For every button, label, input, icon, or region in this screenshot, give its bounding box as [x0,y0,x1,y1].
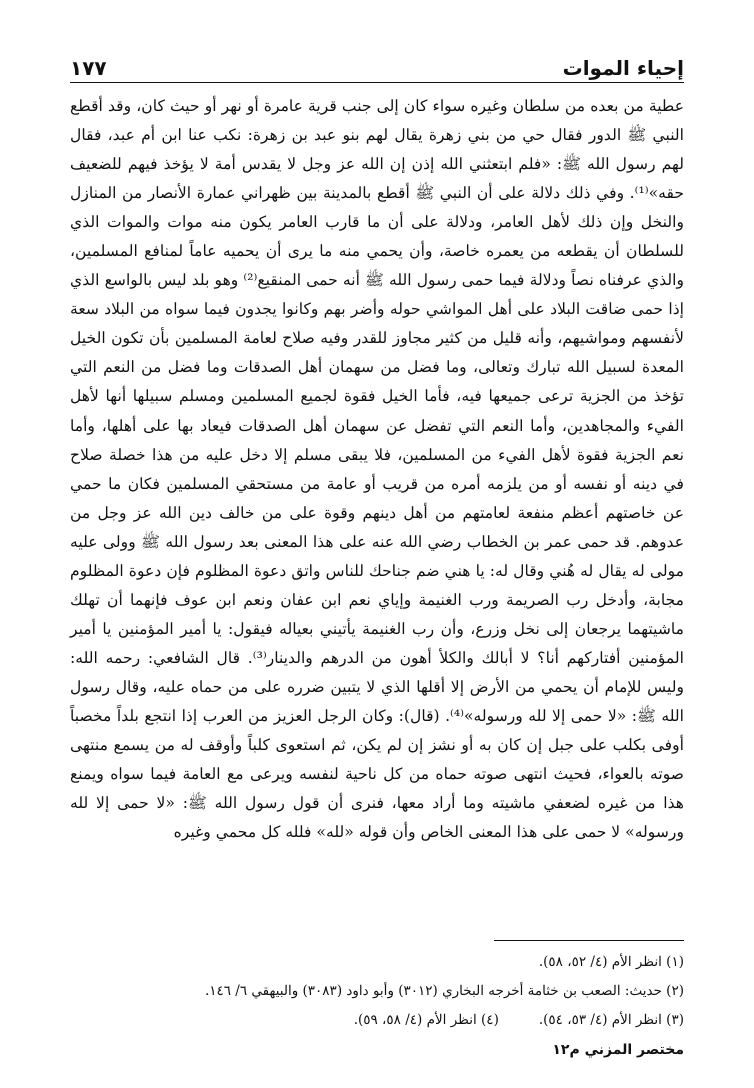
chapter-title: إحياء الموات [562,56,684,80]
footnote-divider [494,940,684,941]
body-paragraph: عطية من بعده من سلطان وغيره سواء كان إلى جنب قرية عامرة أو نهر أو حيث كان، وقد أقطع النبي ﷺ الدور فقال حي من بني زهرة يقال لهم بنو عبد بن زهرة: نكب عنا ابن أم عبد، فقال لهم رسول الله ﷺ: «فلم ابتعثني الله إذن إن الله عز وجل لا يقدس أمة لا يؤخذ فيهم للضعيف حقه»⁽¹⁾. وفي ذلك دلالة على أن النبي ﷺ أقطع بالمدينة بين ظهراني عمارة الأنصار من المنازل والنخل وإن ذلك لأهل العامر، ودلالة على أن ما قارب العامر يكون منه موات والموات الذي للسلطان أن يقطعه من يعمره خاصة، وأن يحمي منه ما يرى أن يحميه عاماً لمنافع المسلمين، والذي عرفناه نصاً ودلالة فيما حمى رسول الله ﷺ أنه حمى المنقيع⁽²⁾ وهو بلد ليس بالواسع الذي إذا حمى ضاقت البلاد على أهل المواشي حوله وأضر بهم وكانوا يجدون فيما سواه من البلاد سعة لأنفسهم ومواشيهم، وأنه قليل من كثير مجاوز للقدر وفيه صلاح لعامة المسلمين بأن تكون الخيل المعدة لسبيل الله تبارك وتعالى، وما فضل من سهمان أهل الصدقات وما فضل من النعم التي تؤخذ من الجزية ترعى جميعها فيه، فأما الخيل فقوة لجميع المسلمين ومسلم سبيلها أنها لأهل الفيء والمجاهدين، وأما النعم التي تفضل عن سهمان أهل الصدقات فيعاد بها على أهلها، وأما نعم الجزية فقوة لأهل الفيء من المسلمين، فلا يبقى مسلم إلا دخل عليه من هذا خصلة صلاح في دينه أو نفسه أو من يلزمه أمره من قريب أو عامة من مستحقي المسلمين فكان ما حمي عن خاصتهم أعظم منفعة لعامتهم من أهل دينهم وقوة على من خالف دين الله عز وجل من عدوهم. قد حمى عمر بن الخطاب رضي الله عنه على هذا المعنى بعد رسول الله ﷺ وولى عليه مولى له يقال له هُني وقال له: يا هني ضم جناحك للناس واتق دعوة المظلوم فإن دعوة المظلوم مجابة، وأدخل رب الصريمة ورب الغنيمة وإياي نعم ابن عفان ونعم ابن عوف فإنهما أن تهلك ماشيتهما يرجعان إلى نخل وزرع، وأن رب الغنيمة يأتيني بعياله فيقول: يا أمير المؤمنين يا أمير المؤمنين أفتاركهم أنا؟ لا أبالك والكلأ أهون من الدرهم والدينار⁽³⁾. قال الشافعي: رحمه الله: وليس للإمام أن يحمي من الأرض إلا أقلها الذي لا يتبين ضرره على من حماه عليه، وقال رسول الله ﷺ: «لا حمى إلا لله ورسوله»⁽⁴⁾. (قال): وكان الرجل العزيز من العرب إذا انتجع بلداً مخصباً أوفى بكلب على جبل إن كان به أو نشز إن لم يكن، ثم استعوى كلباً وأوقف له من يسمع منتهى صوته بالعواء، فحيث انتهى صوته حماه من كل ناحية لنفسه ويرعى مع العامة فيما سواه ويمنع هذا من غيره لضعفي ماشيته وما أراد معها، فنرى أن قول رسول الله ﷺ: «لا حمى إلا لله ورسوله» لا حمى على هذا المعنى الخاص وأن قوله «لله» فلله كل محمي وغيره [70,97,684,842]
footnote-row-3-4 [70,1006,684,1035]
book-signature: مختصر المزني م١٢ [552,1042,684,1058]
document-page [70,0,684,1088]
footnote-1: (١) انظر الأم (٤/ ٥٢، ٥٨). [538,954,684,970]
main-text [70,92,684,847]
footnote-3: (٣) انظر الأم (٤/ ٥٣، ٥٤). [538,1012,684,1028]
footnotes [70,948,684,1035]
page-header [70,40,684,80]
page-number: ١٧٧ [70,56,107,80]
footnote-4: (٤) انظر الأم (٤/ ٥٨، ٥٩). [353,1012,499,1028]
footnote-2: (٢) حديث: الصعب بن خثامة أخرجه البخاري (٣٠١٢) وأبو داود (٣٠٨٣) والبيهقي ٦/ ١٤٦. [204,983,684,999]
header-divider [70,82,684,83]
